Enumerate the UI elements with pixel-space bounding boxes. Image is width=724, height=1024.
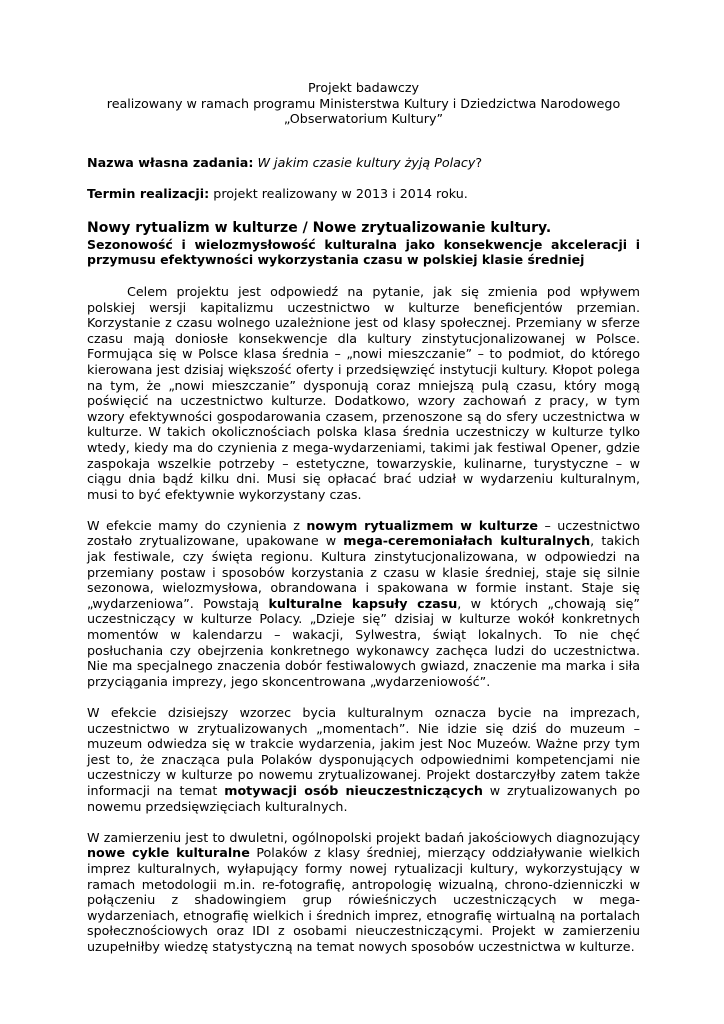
p2-text-1: W efekcie mamy do czynienia z: [87, 517, 307, 533]
p4-text-2: Polaków z klasy średniej, mierzący oddziaływanie wielkich imprez kulturalnych, wyłapujący formy nowej rytualizacji kultury, wykorzystujący w ramach metodologii m.in. re-fotografię, antropologię wizualną, chrono-dzienniczki w połączeniu z shadowingiem grup rówieśniczych uczestniczących w mega-wydarzeniach, etnografię wielkich i średnich imprez, etnografię wirtualną na portalach społecznościowych oraz IDI z osobami nieuczestniczącymi. Projekt w zamierzeniu uzupełniłby wiedzę statystyczną na temat nowych sposobów uczestnictwa w kulturze.: [87, 845, 640, 954]
p3-text-2: w zrytualizowanych po nowemu przedsięwzięciach kulturalnych.: [87, 782, 640, 814]
document-page: [87, 80, 640, 970]
header-line-observatory: „Obserwatorium Kultury”: [283, 111, 444, 127]
task-name-label: Nazwa własna zadania:: [87, 154, 254, 170]
paragraph-pattern: [87, 705, 640, 814]
term-value: projekt realizowany w 2013 i 2014 roku.: [213, 186, 468, 202]
p4-bold-1: nowe cykle kulturalne: [87, 845, 250, 861]
p2-bold-1: nowym rytualizmem w kulturze: [306, 517, 539, 533]
p2-bold-2: mega-ceremoniałach kulturalnych: [343, 533, 591, 549]
paragraph-project-scope: [87, 830, 640, 955]
paragraph-ritualism: [87, 518, 640, 690]
task-name-value: W jakim czasie kultury żyją Polacy: [257, 154, 476, 170]
title-subtitle: Sezonowość i wielozmysłowość kulturalna jako konsekwencje akceleracji i przymusu efektywności wykorzystania czasu w polskiej klasie średniej: [87, 236, 640, 267]
task-name-suffix: ?: [475, 154, 483, 170]
p2-bold-3: kulturalne kapsuły czasu: [268, 595, 458, 611]
paragraph-aim: Celem projektu jest odpowiedź na pytanie, jak się zmienia pod wpływem polskiej wersji kapitalizmu uczestnictwo w kulturze beneficjentów przemian. Korzystanie z czasu wolnego uzależnione jest od klasy społecznej. Przemiany w sferze czasu mają doniosłe konsekwencje dla kultury zinstytucjonalizowanej w Polsce. Formująca się w Polsce klasa średnia – „nowi mieszczanie” – to podmiot, do którego kierowana jest dzisiaj większość oferty i przedsięwzięć instytucji kultury. Kłopot polega na tym, że „nowi mieszczanie” dysponują coraz mniejszą pulą czasu, który mogą poświęcić na uczestnictwo kulturze. Dodatkowo, wzory zachowań z pracy, w tym wzory efektywności gospodarowania czasem, przenoszone są do sfery uczestnictwa w kulturze. W takich okolicznościach polska klasa średnia uczestniczy w kulturze tylko wtedy, kiedy ma do czynienia z mega-wydarzeniami, takimi jak festiwal Opener, gdzie zaspokaja wszelkie potrzeby – estetyczne, towarzyskie, kulinarne, turystyczne – w ciągu dnia bądź kilku dni. Musi się opłacać brać udział w wydarzeniu kulturalnym, musi to być efektywnie wykorzystany czas.: [87, 283, 640, 502]
p4-text-1: W zamierzeniu jest to dwuletni, ogólnopolski projekt badań jakościowych diagnozujący: [87, 829, 640, 845]
p3-bold-1: motywacji osób nieuczestniczących: [224, 782, 483, 798]
p2-text-4: , w których „chowają się” uczestniczący w kulturze Polacy. „Dzieje się” dzisiaj w kulturze wokół konkretnych momentów w kalendarzu – wakacji, Sylwestra, świąt lokalnych. To nie chęć posłuchania czy obejrzenia konkretnego wykonawcy zachęca ludzi do uczestnictwa. Nie ma specjalnego znaczenia dobór festiwalowych gwiazd, znaczenie ma marka i siła przyciągania imprezy, jego skoncentrowana „wydarzeniowość”.: [87, 595, 640, 689]
document-header: [87, 80, 640, 127]
title-main: Nowy rytualizm w kulturze / Nowe zrytualizowanie kultury.: [87, 219, 552, 236]
task-name-line: [87, 155, 640, 171]
p3-text-1: W efekcie dzisiejszy wzorzec bycia kulturalnym oznacza bycie na imprezach, uczestnictwo w zrytualizowanych „momentach”. Nie idzie się dziś do muzeum – muzeum odwiedza się w trakcie wydarzenia, jakim jest Noc Muzeów. Ważne przy tym jest to, że znacząca pula Polaków dysponujących odpowiednimi kompetencjami nie uczestniczy w kulturze po nowemu zrytualizowanej. Projekt dostarczyłby zatem także informacji na temat: [87, 705, 640, 798]
header-line-program: realizowany w ramach programu Ministerstwa Kultury i Dziedzictwa Narodowego: [106, 95, 621, 111]
term-line: [87, 186, 640, 202]
p2-text-3: , takich jak festiwale, czy święta regionu. Kultura zinstytucjonalizowana, w odpowiedzi na przemiany postaw i sposobów korzystania z czasu w klasie średniej, staje się silnie sezonowa, wielozmysłowa, obrandowana i spakowana w formie instant. Staje się „wydarzeniowa”. Powstają: [87, 533, 640, 611]
p2-text-2: – uczestnictwo zostało zrytualizowane, upakowane w: [87, 517, 640, 549]
header-line-project: Projekt badawczy: [308, 80, 419, 95]
title-block: [87, 220, 640, 267]
term-label: Termin realizacji:: [87, 186, 210, 202]
